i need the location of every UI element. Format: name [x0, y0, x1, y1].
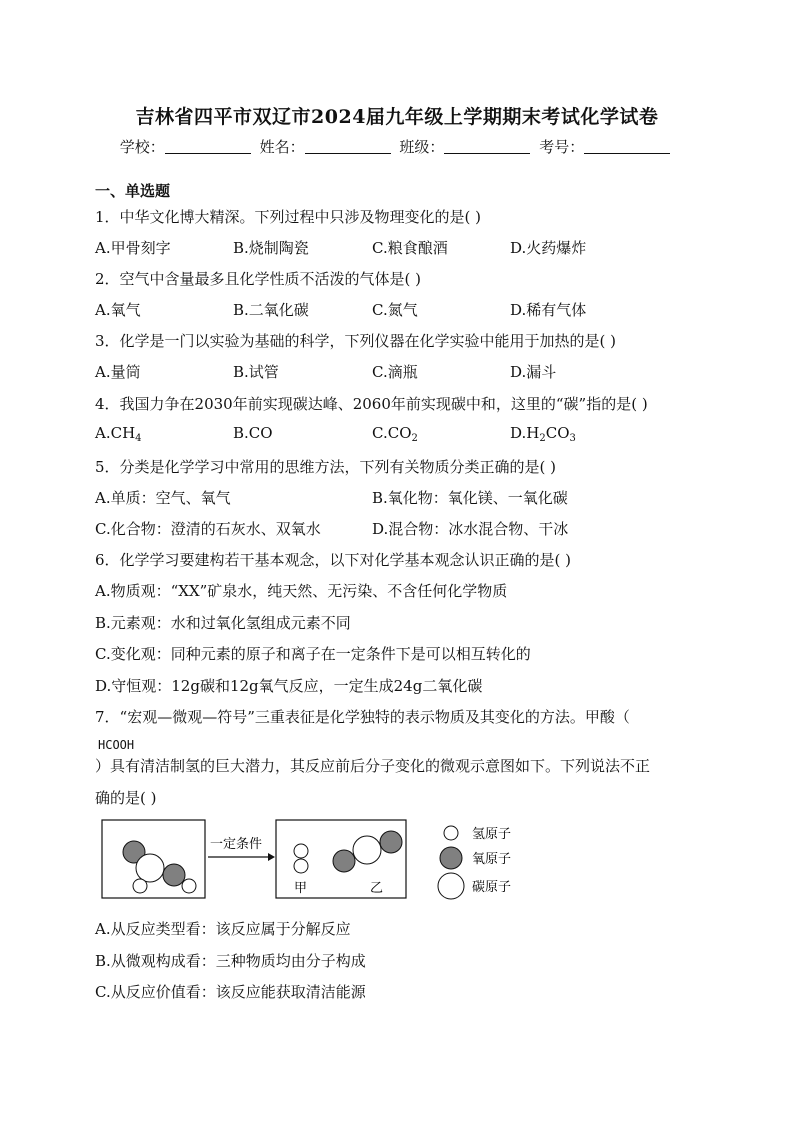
question-7-option-a[interactable]: A.从反应类型看：该反应属于分解反应 — [95, 920, 351, 938]
formula-subscript: 4 — [135, 433, 142, 444]
reaction-condition: 一定条件 — [210, 836, 263, 851]
school-blank[interactable] — [165, 139, 251, 154]
question-6-option-a[interactable]: A.物质观：“XX”矿泉水，纯天然、无污染、不含任何化学物质 — [95, 582, 508, 600]
student-info-line — [0, 136, 794, 157]
question-3-option-b[interactable]: B.试管 — [233, 363, 279, 381]
question-5-stem: 5．分类是化学学习中常用的思维方法，下列有关物质分类正确的是( ) — [95, 458, 557, 476]
question-4-stem: 4．我国力争在2030年前实现碳达峰、2060年前实现碳中和，这里的“碳”指的是( ) — [95, 395, 648, 413]
question-4-option-a[interactable] — [95, 424, 142, 444]
question-1-option-c[interactable]: C.粮食酿酒 — [372, 239, 448, 257]
question-2-option-d[interactable]: D.稀有气体 — [510, 301, 587, 319]
legend-carbon-atom — [438, 873, 464, 899]
question-6-option-b[interactable]: B.元素观：水和过氧化氢组成元素不同 — [95, 614, 351, 632]
question-2-option-b[interactable]: B.二氧化碳 — [233, 301, 309, 319]
question-3-option-d[interactable]: D.漏斗 — [510, 363, 557, 381]
formula-subscript: 2 — [539, 433, 546, 444]
product-label-jia: 甲 — [294, 880, 308, 895]
question-1-option-d[interactable]: D.火药爆炸 — [510, 239, 587, 257]
question-5-option-b[interactable]: B.氧化物：氧化镁、一氧化碳 — [372, 489, 568, 507]
formula-ch4 — [111, 424, 142, 442]
legend-hydrogen-label: 氢原子 — [472, 826, 512, 841]
option-letter: D. — [510, 424, 527, 442]
reaction-micro-diagram — [98, 812, 558, 904]
question-7-option-c[interactable]: C.从反应价值看：该反应能获取清洁能源 — [95, 983, 366, 1001]
formula-text: H — [526, 424, 540, 442]
formula-h2co3 — [526, 424, 576, 442]
product-label-yi: 乙 — [370, 880, 384, 895]
question-7-stem-line-1: 7．“宏观—微观—符号”三重表征是化学独特的表示物质及其变化的方法。甲酸（ — [95, 708, 630, 726]
formula-co: CO — [248, 424, 273, 442]
question-7-option-b[interactable]: B.从微观构成看：三种物质均由分子构成 — [95, 952, 366, 970]
class-blank[interactable] — [444, 139, 530, 154]
carbon-atom — [353, 836, 381, 864]
name-label: 姓名： — [259, 138, 305, 156]
question-5-option-a[interactable]: A.单质：空气、氧气 — [95, 489, 231, 507]
formula-text: CO — [545, 424, 570, 442]
legend-carbon-label: 碳原子 — [472, 879, 512, 894]
question-5-option-d[interactable]: D.混合物：冰水混合物、干冰 — [372, 520, 569, 538]
exam-title: 吉林省四平市双辽市2024届九年级上学期期末考试化学试卷 — [135, 106, 659, 128]
legend-oxygen-label: 氧原子 — [472, 851, 512, 866]
oxygen-atom — [163, 864, 185, 886]
school-label: 学校： — [119, 138, 165, 156]
question-4-option-d[interactable] — [510, 424, 576, 444]
option-letter: B. — [233, 424, 249, 442]
oxygen-atom — [380, 831, 402, 853]
question-1-option-a[interactable]: A.甲骨刻字 — [95, 239, 171, 257]
formula-subscript: 3 — [569, 433, 576, 444]
question-6-option-d[interactable]: D.守恒观：12g碳和12g氧气反应，一定生成24g二氧化碳 — [95, 677, 483, 695]
question-2-stem: 2．空气中含量最多且化学性质不活泼的气体是( ) — [95, 270, 422, 288]
question-2-option-a[interactable]: A.氧气 — [95, 301, 141, 319]
class-label: 班级： — [399, 138, 445, 156]
formula-hcooh: HCOOH — [98, 738, 135, 752]
legend-hydrogen-atom — [444, 826, 458, 840]
question-6-option-c[interactable]: C.变化观：同种元素的原子和离子在一定条件下是可以相互转化的 — [95, 645, 531, 663]
question-2-option-c[interactable]: C.氮气 — [372, 301, 418, 319]
question-4-option-c[interactable] — [372, 424, 418, 444]
question-1-option-b[interactable]: B.烧制陶瓷 — [233, 239, 309, 257]
hydrogen-atom — [182, 879, 196, 893]
question-3-option-a[interactable]: A.量筒 — [95, 363, 141, 381]
hydrogen-atom — [294, 859, 308, 873]
legend-oxygen-atom — [440, 847, 462, 869]
option-letter: A. — [95, 424, 111, 442]
arrow-head — [268, 853, 275, 861]
question-4-option-b[interactable] — [233, 424, 273, 442]
question-5-option-c[interactable]: C.化合物：澄清的石灰水、双氧水 — [95, 520, 321, 538]
oxygen-atom — [333, 850, 355, 872]
question-7-stem-line-3: 确的是( ) — [95, 789, 157, 807]
formula-co2 — [388, 424, 418, 442]
question-1-stem: 1．中华文化博大精深。下列过程中只涉及物理变化的是( ) — [95, 208, 482, 226]
question-6-stem: 6．化学学习要建构若干基本观念，以下对化学基本观念认识正确的是( ) — [95, 551, 572, 569]
option-letter: C. — [372, 424, 388, 442]
number-blank[interactable] — [584, 139, 670, 154]
formula-subscript: 2 — [411, 433, 418, 444]
formula-text: CO — [387, 424, 412, 442]
question-3-stem: 3．化学是一门以实验为基础的科学，下列仪器在化学实验中能用于加热的是( ) — [95, 332, 617, 350]
question-3-option-c[interactable]: C.滴瓶 — [372, 363, 418, 381]
formula-text: CH — [110, 424, 136, 442]
hydrogen-atom — [294, 844, 308, 858]
hydrogen-atom — [133, 879, 147, 893]
name-blank[interactable] — [305, 139, 391, 154]
number-label: 考号： — [539, 138, 585, 156]
carbon-atom — [136, 854, 164, 882]
section-heading: 一、单选题 — [95, 182, 171, 200]
question-7-stem-line-2: ）具有清洁制氢的巨大潜力，其反应前后分子变化的微观示意图如下。下列说法不正 — [95, 757, 651, 775]
